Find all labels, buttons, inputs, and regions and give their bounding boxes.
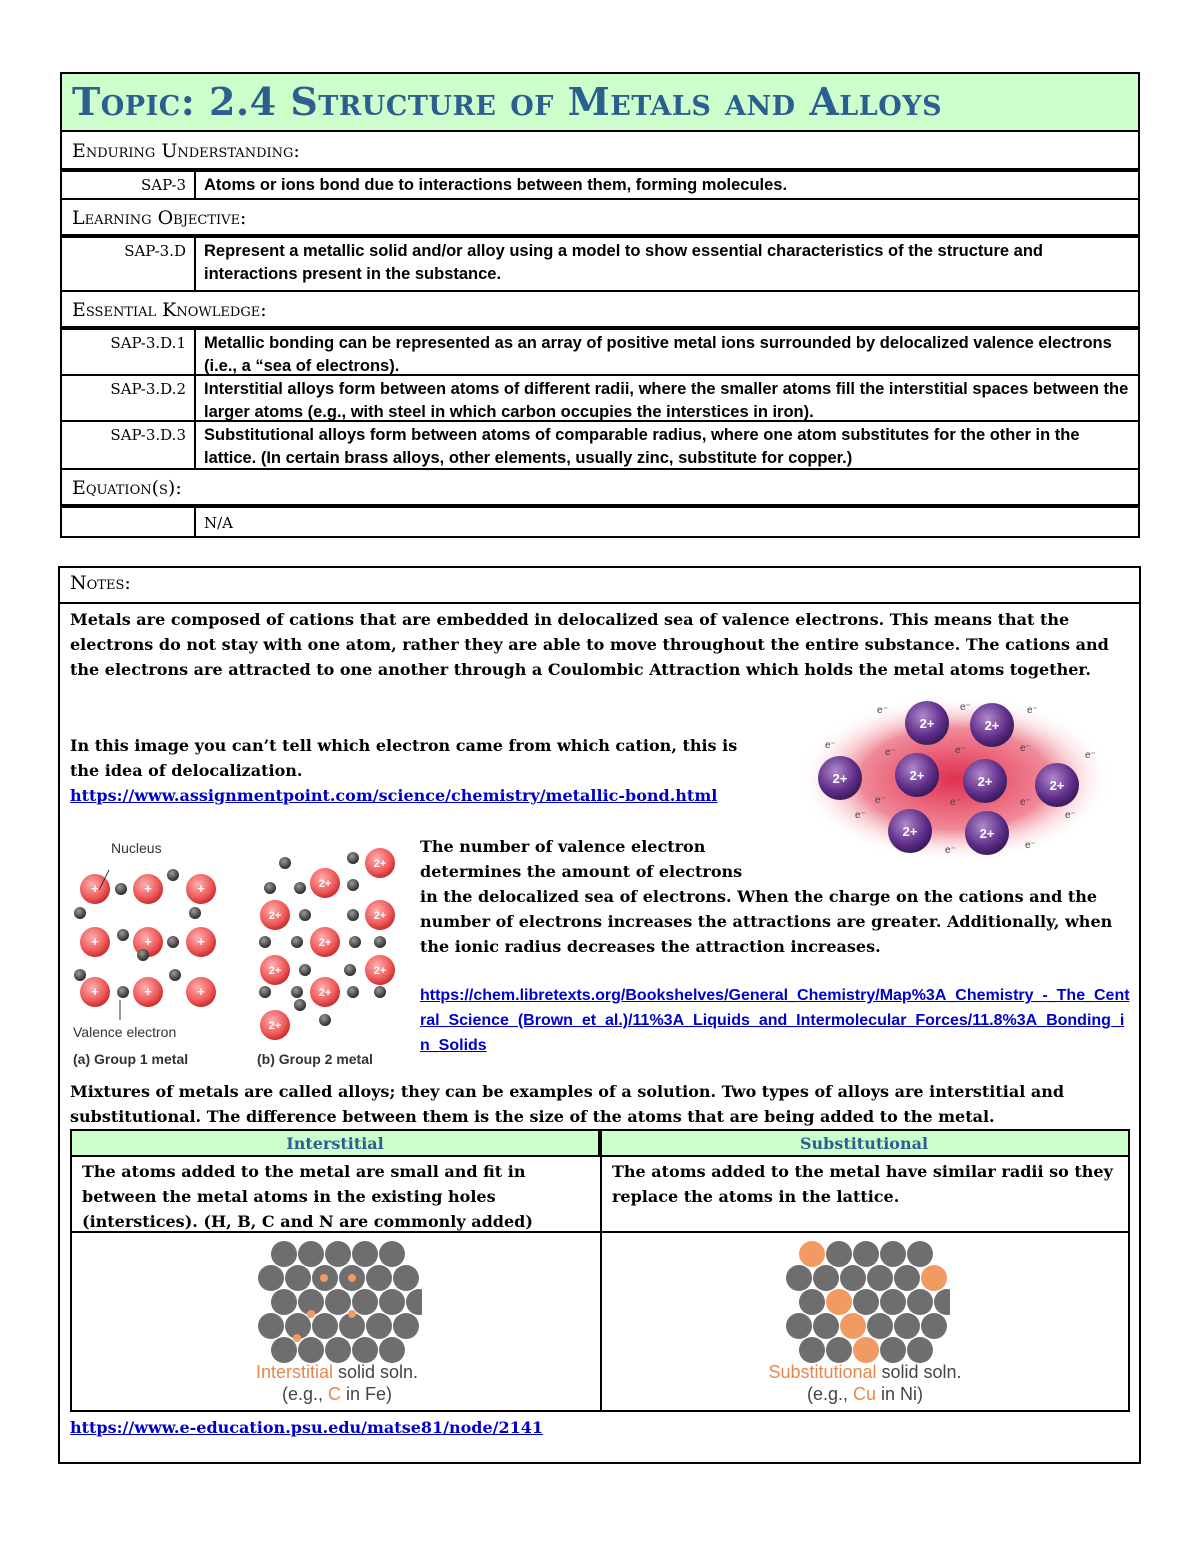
delocalized-electron: e⁻	[855, 810, 866, 821]
objective-text: Represent a metallic solid and/or alloy using a model to show essential characteristics of the structure and interactions present in the substance.	[204, 242, 1043, 283]
delocalization-line-2: the idea of delocalization.	[70, 761, 303, 780]
host-atom	[880, 1241, 906, 1267]
cation-charge: +	[197, 984, 205, 999]
notes-heading: Notes:	[70, 572, 131, 594]
host-atom	[826, 1337, 852, 1363]
interstitial-text: The atoms added to the metal are small and fit in between the metal atoms in the existing holes (interstices). (H, B, C and N are commonly added)	[82, 1162, 533, 1231]
substitutional-example-b: Cu	[853, 1384, 877, 1404]
valence-electron	[291, 936, 303, 948]
host-atom	[880, 1337, 906, 1363]
equations-value: N/A	[204, 514, 234, 532]
host-atom	[352, 1289, 378, 1315]
host-atom	[853, 1289, 879, 1315]
delocalized-electron: e⁻	[1065, 810, 1076, 821]
valence-line-1: The number of valence electron	[420, 837, 706, 856]
host-atom	[813, 1265, 839, 1291]
libretexts-link-wrap	[420, 983, 1130, 1058]
substitutional-text: The atoms added to the metal have similar radii so they replace the atoms in the lattice.	[612, 1162, 1113, 1206]
knowledge-text: Interstitial alloys form between atoms of different radii, where the smaller atoms fill the interstitial spaces between the larger atoms (e.g., with steel in which carbon occupies the interstices in iron).	[204, 380, 1129, 421]
host-atom	[312, 1313, 338, 1339]
delocalized-electron: e⁻	[875, 795, 886, 806]
cation-charge-label: 2+	[909, 768, 925, 783]
substitutional-caption-line2	[720, 1383, 1010, 1405]
valence-label: Valence electron	[73, 1024, 177, 1040]
valence-electron	[137, 949, 149, 961]
delocalized-electron: e⁻	[825, 740, 836, 751]
host-atom	[325, 1337, 351, 1363]
cation-charge: 2+	[268, 965, 282, 977]
cation-charge: +	[144, 934, 152, 949]
valence-line-2: determines the amount of electrons	[420, 862, 743, 881]
valence-electron	[167, 869, 179, 881]
host-atom	[799, 1337, 825, 1363]
group2-lattice	[259, 848, 395, 1040]
host-atom	[840, 1265, 866, 1291]
interstitial-caption-rest: solid soln.	[332, 1362, 419, 1382]
valence-electron	[374, 936, 386, 948]
host-atom	[786, 1313, 812, 1339]
group1-caption: (a) Group 1 metal	[73, 1051, 189, 1067]
valence-electron	[374, 986, 386, 998]
valence-electron	[169, 969, 181, 981]
notes-paragraph-4: Mixtures of metals are called alloys; they can be examples of a solution. Two types of alloys are interstitial and substitutional. The difference between them is the size of the atoms that are being added to the metal.	[70, 1082, 1065, 1126]
interstitial-caption	[192, 1361, 482, 1405]
delocalized-electron: e⁻	[1025, 840, 1036, 851]
substitutional-example-c: in Ni)	[876, 1384, 924, 1404]
interstitial-caption-line2	[192, 1383, 482, 1405]
interstitial-atom	[320, 1274, 328, 1282]
host-atom	[298, 1337, 324, 1363]
enduring-text: Atoms or ions bond due to interactions between them, forming molecules.	[204, 176, 788, 194]
host-atom	[379, 1241, 405, 1267]
host-atom	[285, 1265, 311, 1291]
valence-electron	[347, 879, 359, 891]
host-atom	[393, 1313, 419, 1339]
interstitial-atom	[348, 1310, 356, 1318]
interstitial-example-c: in Fe)	[341, 1384, 393, 1404]
delocalized-electron: e⁻	[955, 745, 966, 756]
host-atom	[258, 1313, 284, 1339]
valence-electron	[189, 907, 201, 919]
libretexts-link[interactable]: https://chem.libretexts.org/Bookshelves/General_Chemistry/Map%3A_Chemistry_-_The_Central_Science_(Brown_et_al.)/11%3A_Liquids_and_Intermolecular_Forces/11.8%3A_Bonding_in_Solids	[420, 987, 1130, 1054]
knowledge-text: Substitutional alloys form between atoms of comparable radius, where one atom substitutes for the other in the lattice. (In certain brass alloys, other elements, usually zinc, substitute for copper.)	[204, 426, 1080, 467]
interstitial-atom	[293, 1334, 301, 1342]
interstitial-caption-line1	[192, 1361, 482, 1383]
cation-charge-label: 2+	[979, 826, 995, 841]
valence-electron	[279, 857, 291, 869]
equations-code	[62, 508, 196, 536]
cation-charge: +	[91, 984, 99, 999]
enduring-code: SAP-3	[62, 172, 196, 198]
valence-electron	[167, 936, 179, 948]
valence-electron	[344, 964, 356, 976]
notes-paragraph-3	[420, 834, 1135, 959]
substitutional-header: Substitutional	[600, 1131, 1128, 1157]
host-atom	[366, 1313, 392, 1339]
host-atom	[379, 1337, 405, 1363]
host-atom	[406, 1289, 422, 1315]
valence-electron	[115, 883, 127, 895]
host-atom	[298, 1241, 324, 1267]
valence-electron	[117, 986, 129, 998]
host-atom	[271, 1337, 297, 1363]
group1-lattice	[74, 869, 216, 1007]
host-atom	[393, 1265, 419, 1291]
delocalized-electron: e⁻	[1020, 743, 1031, 754]
delocalized-electron: e⁻	[885, 747, 896, 758]
interstitial-atoms	[258, 1241, 422, 1363]
topic-title: Topic: 2.4 Structure of Metals and Alloys	[60, 72, 1140, 132]
valence-electron	[117, 929, 129, 941]
host-atom	[271, 1289, 297, 1315]
assignmentpoint-link[interactable]: https://www.assignmentpoint.com/science/chemistry/metallic-bond.html	[70, 786, 718, 805]
nucleus-label: Nucleus	[111, 840, 162, 856]
substitutional-caption-line1	[720, 1361, 1010, 1383]
notes-divider	[58, 602, 1141, 604]
valence-electron	[259, 986, 271, 998]
cation-charge: 2+	[373, 965, 387, 977]
interstitial-caption-orange: Interstitial	[255, 1362, 333, 1382]
knowledge-code: SAP-3.D.2	[62, 376, 196, 420]
valence-electron	[319, 1014, 331, 1026]
solute-atom	[840, 1313, 866, 1339]
valence-electron	[264, 882, 276, 894]
substitutional-example-a: (e.g.,	[806, 1384, 853, 1404]
host-atom	[934, 1289, 950, 1315]
objective-heading: Learning Objective:	[60, 200, 1140, 236]
cation-charge-label: 2+	[832, 771, 848, 786]
valence-electron	[291, 986, 303, 998]
valence-electron	[347, 986, 359, 998]
cation-charge-label: 2+	[919, 716, 935, 731]
interstitial-atom	[307, 1310, 315, 1318]
host-atom	[907, 1241, 933, 1267]
enduring-row	[60, 170, 1140, 200]
equations-heading: Equation(s):	[60, 470, 1140, 506]
knowledge-row	[60, 374, 1140, 422]
substitutional-caption	[720, 1361, 1010, 1405]
cation-charge-label: 2+	[902, 824, 918, 839]
host-atom	[366, 1265, 392, 1291]
substitutional-caption-orange: Substitutional	[768, 1362, 877, 1382]
cation-charge: +	[91, 881, 99, 896]
valence-electron	[347, 909, 359, 921]
cation-charge: +	[197, 934, 205, 949]
host-atom	[894, 1313, 920, 1339]
solute-atom	[826, 1289, 852, 1315]
delocalized-electron: e⁻	[960, 702, 971, 713]
psu-link-wrap	[70, 1415, 543, 1440]
cation-charge: +	[197, 881, 205, 896]
alloy-table	[70, 1129, 1130, 1412]
host-atom	[799, 1289, 825, 1315]
valence-electron	[74, 969, 86, 981]
delocalized-electron: e⁻	[877, 705, 888, 716]
cation-charge: 2+	[318, 937, 332, 949]
delocalized-electron: e⁻	[1027, 705, 1038, 716]
cation-charge: 2+	[268, 1020, 282, 1032]
knowledge-heading: Essential Knowledge:	[60, 292, 1140, 328]
cation-charge: 2+	[318, 987, 332, 999]
cation-charge: +	[144, 984, 152, 999]
host-atom	[880, 1289, 906, 1315]
equations-row	[60, 506, 1140, 538]
host-atom	[813, 1313, 839, 1339]
host-atom	[786, 1265, 812, 1291]
host-atom	[921, 1313, 947, 1339]
solute-atom	[853, 1337, 879, 1363]
solute-atom	[799, 1241, 825, 1267]
substitutional-atoms	[786, 1241, 950, 1363]
valence-electron	[299, 964, 311, 976]
cation-charge: 2+	[373, 910, 387, 922]
cation-charge-label: 2+	[984, 718, 1000, 733]
host-atom	[826, 1241, 852, 1267]
cation-charge-label: 2+	[1049, 778, 1065, 793]
cation-charge: +	[144, 881, 152, 896]
knowledge-text: Metallic bonding can be represented as an array of positive metal ions surrounded by delocalized valence electrons (i.e., a “sea of electrons).	[204, 334, 1112, 375]
delocalized-electron: e⁻	[950, 797, 961, 808]
valence-electron	[299, 909, 311, 921]
objective-row	[60, 236, 1140, 292]
interstitial-example-a: (e.g.,	[281, 1384, 328, 1404]
host-atom	[907, 1289, 933, 1315]
valence-electron	[74, 907, 86, 919]
host-atom	[325, 1289, 351, 1315]
host-atom	[325, 1241, 351, 1267]
cation-charge-label: 2+	[977, 774, 993, 789]
notes-paragraph-2	[70, 733, 790, 808]
group-metals-figure	[65, 830, 405, 1075]
valence-electron	[294, 882, 306, 894]
host-atom	[853, 1241, 879, 1267]
delocalized-electron: e⁻	[1020, 797, 1031, 808]
knowledge-row	[60, 328, 1140, 376]
knowledge-row	[60, 420, 1140, 470]
interstitial-lattice	[252, 1239, 422, 1364]
cation-charge: +	[91, 934, 99, 949]
objective-code: SAP-3.D	[62, 238, 196, 290]
enduring-heading: Enduring Understanding:	[60, 132, 1140, 170]
interstitial-example-b: C	[328, 1384, 341, 1404]
host-atom	[867, 1313, 893, 1339]
substitutional-lattice	[780, 1239, 950, 1364]
valence-line-rest: in the delocalized sea of electrons. When the charge on the cations and the number of electrons increases the attractions are greater. Additionally, when the ionic radius decreases the attraction increases.	[420, 887, 1113, 956]
delocalization-line-1: In this image you can’t tell which electron came from which cation, this is	[70, 736, 738, 755]
host-atom	[867, 1265, 893, 1291]
delocalized-electron: e⁻	[945, 845, 956, 856]
host-atom	[379, 1289, 405, 1315]
interstitial-header: Interstitial	[72, 1131, 600, 1157]
delocalized-electron: e⁻	[1085, 750, 1096, 761]
valence-electron	[349, 936, 361, 948]
valence-electron	[259, 936, 271, 948]
host-atom	[258, 1265, 284, 1291]
substitutional-caption-rest: solid soln.	[876, 1362, 962, 1382]
knowledge-code: SAP-3.D.1	[62, 330, 196, 374]
cation-charge: 2+	[268, 910, 282, 922]
solute-atom	[921, 1265, 947, 1291]
host-atom	[352, 1337, 378, 1363]
cation-charge: 2+	[373, 858, 387, 870]
cation-charge: 2+	[318, 878, 332, 890]
host-atom	[271, 1241, 297, 1267]
knowledge-code: SAP-3.D.3	[62, 422, 196, 468]
host-atom	[352, 1241, 378, 1267]
psu-link[interactable]: https://www.e-education.psu.edu/matse81/node/2141	[70, 1418, 544, 1437]
notes-paragraph-1: Metals are composed of cations that are embedded in delocalized sea of valence electrons. This means that the electrons do not stay with one atom, rather they are able to move throughout the entire substance. The cations and the electrons are attracted to one another through a Coulombic Attraction which holds the metal atoms together.	[70, 610, 1109, 679]
valence-electron	[347, 852, 359, 864]
group2-caption: (b) Group 2 metal	[257, 1051, 373, 1067]
interstitial-atom	[348, 1274, 356, 1282]
valence-electron	[294, 999, 306, 1011]
host-atom	[907, 1337, 933, 1363]
host-atom	[894, 1265, 920, 1291]
